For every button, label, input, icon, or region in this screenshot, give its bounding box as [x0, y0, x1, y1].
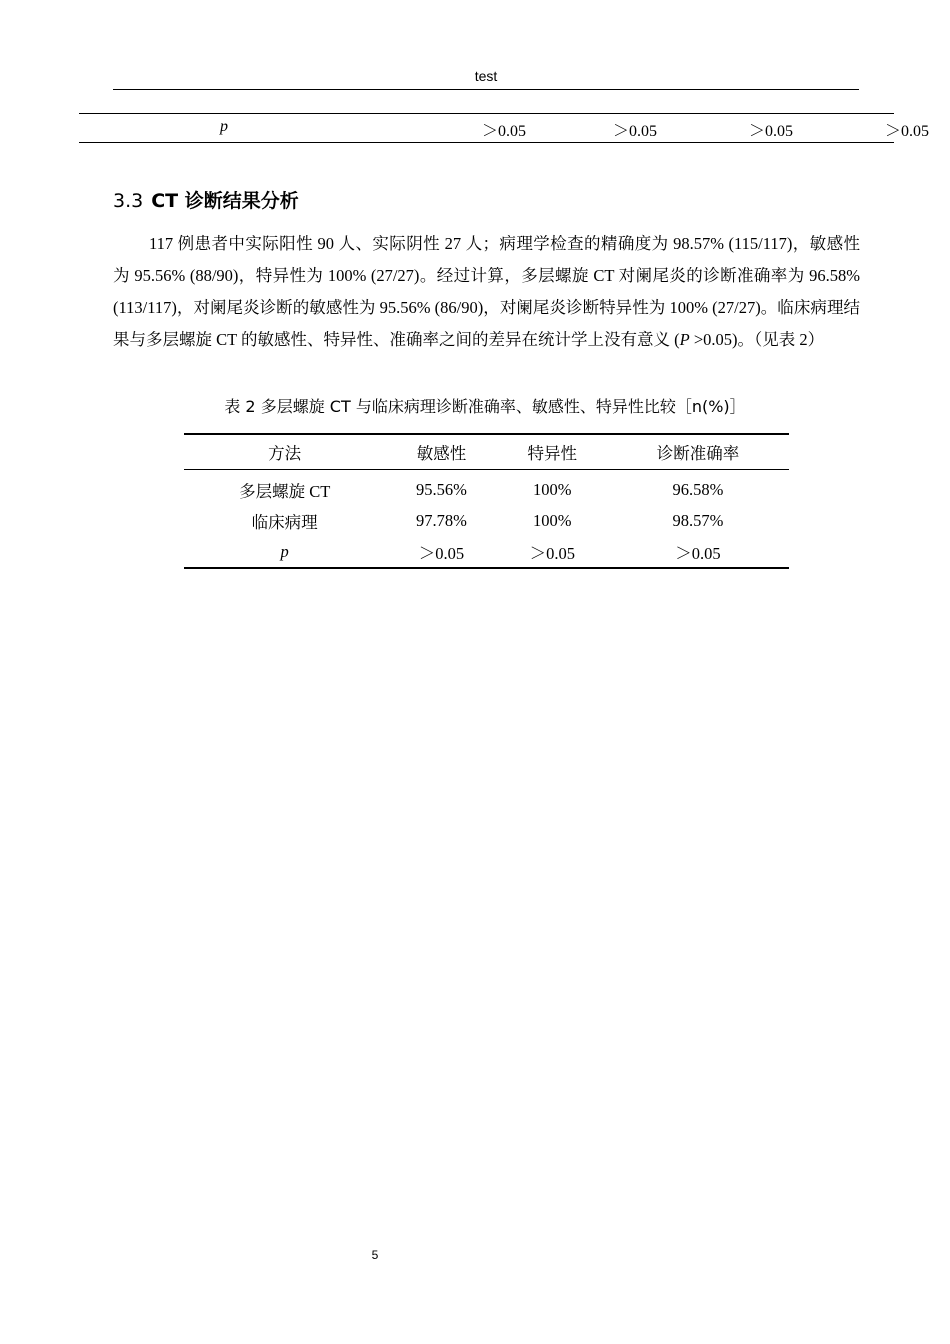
table-row: [184, 505, 789, 536]
table-cell: 多层螺旋 CT: [239, 481, 331, 501]
continued-table-bottom-rule: [79, 142, 894, 143]
table-cell: 97.78%: [416, 510, 467, 530]
table-row: [184, 536, 789, 568]
section-heading: [113, 186, 299, 213]
page-header-text: test: [474, 68, 498, 84]
table-cell: 95.56%: [416, 479, 467, 499]
paragraph-text: 117 例患者中实际阳性 90 人、实际阴性 27 人；病理学检查的精确度为 98.57% (115/117)，敏感性为 95.56% (88/90)，特异性为 100% (27/27)。经过计算，多层螺旋 CT 对阑尾炎的诊断准确率为 96.58% (113/117)，对阑尾炎诊断的敏感性为 95.56% (86/90)，对阑尾炎诊断特异性为 100% (27/27)。临床病理结果与多层螺旋 CT 的敏感性、特异性、准确率之间的差异在统计学上没有意义 (: [113, 234, 860, 349]
continued-table-top-rule: [79, 113, 894, 114]
table-row: [184, 470, 789, 506]
continued-cell: ＞0.05: [612, 123, 657, 140]
table-cell: 96.58%: [672, 479, 724, 499]
table-cell: ＞0.05: [675, 543, 721, 563]
column-header: 诊断准确率: [607, 434, 789, 470]
table-cell: p: [280, 541, 289, 561]
table-caption: 表 2 多层螺旋 CT 与临床病理诊断准确率、敏感性、特异性比较［n(%)］: [224, 397, 746, 416]
header-rule: [113, 89, 859, 90]
body-paragraph: [113, 228, 860, 356]
section-number: 3.3: [113, 190, 144, 212]
column-header: 敏感性: [385, 434, 497, 470]
continued-cell: ＞0.05: [884, 123, 929, 140]
paragraph-text-end: >0.05)。（见表 2）: [689, 330, 825, 349]
comparison-table: [184, 433, 789, 569]
paragraph-italic-p: P: [679, 330, 690, 349]
continued-cell: ＞0.05: [748, 123, 793, 140]
column-header: 特异性: [498, 434, 607, 470]
table-cell: 临床病理: [251, 512, 318, 532]
column-header: 方法: [184, 434, 385, 470]
continued-row-label: p: [220, 118, 228, 135]
table-cell: 100%: [533, 510, 572, 530]
section-title: CT 诊断结果分析: [151, 190, 299, 212]
continued-cell: ＞0.05: [481, 123, 526, 140]
table-cell: ＞0.05: [529, 543, 575, 563]
table-cell: 98.57%: [672, 510, 724, 530]
page-number: 5: [371, 1248, 379, 1262]
table-cell: ＞0.05: [418, 543, 465, 563]
continued-table-row: [79, 118, 929, 142]
table-cell: 100%: [533, 479, 572, 499]
table-header-row: [184, 434, 789, 470]
